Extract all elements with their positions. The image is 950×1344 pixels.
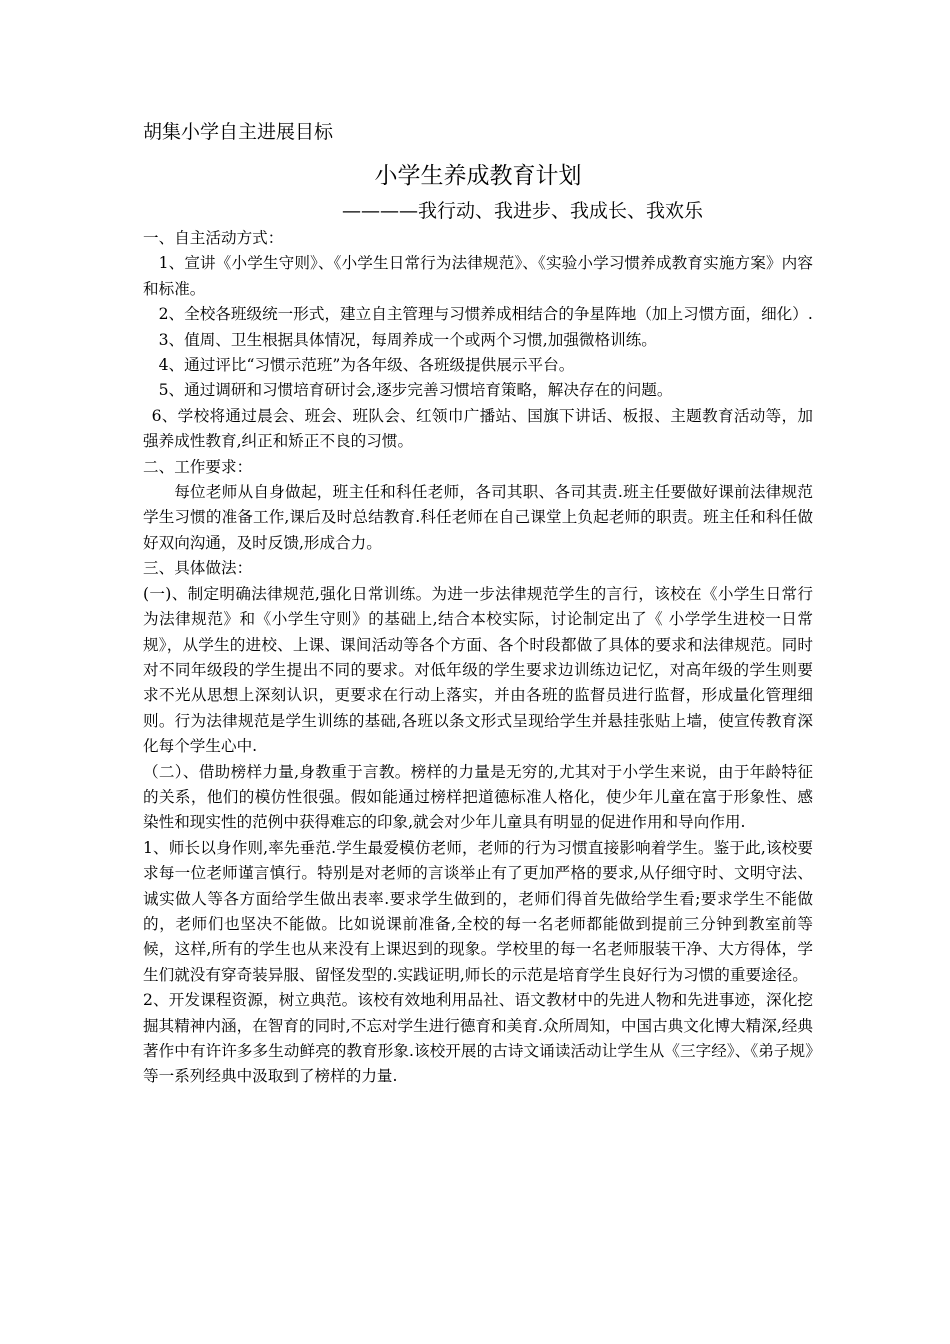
section-2-heading: 二、工作要求： — [143, 457, 253, 476]
section-1-item-5: 5、通过调研和习惯培育研讨会,逐步完善习惯培育策略，解决存在的问题。 — [158, 381, 673, 400]
document-subtitle: ————我行动、我进步、我成长、我欢乐 — [341, 200, 703, 222]
section-1-item-3: 3、值周、卫生根据具体情况，每周养成一个或两个习惯,加强微格训练。 — [158, 330, 657, 349]
document-page — [143, 118, 813, 1090]
section-1-heading: 一、自主活动方式： — [143, 229, 284, 247]
section-3-paragraph-3: 1、师长以身作则,率先垂范.学生最爱模仿老师，老师的行为习惯直接影响着学生。鉴于此,该校要求每一位老师谨言慎行。特别是对老师的言谈举止有了更加严格的要求,从仔细守时、文明守法、诚实做人等各方面给学生做出表率.要求学生做到的，老师们得首先做给学生看;要求学生不能做的，老师们也坚决不能做。比如说课前准备,全校的每一名老师都能做到提前三分钟到教室前等候，这样,所有的学生也从来没有上课迟到的现象。学校里的每一名老师服装干净、大方得体，学生们就没有穿奇装异服、留怪发型的.实践证明,师长的示范是培育学生良好行为习惯的重要途径。 — [143, 838, 813, 984]
section-3-paragraph-4: 2、开发课程资源，树立典范。该校有效地利用品社、语文教材中的先进人物和先进事迹，深化挖掘其精神内涵，在智育的同时,不忘对学生进行德育和美育.众所周知，中国古典文化博大精深,经典著作中有许许多多生动鲜亮的教育形象.该校开展的古诗文诵读活动让学生从《三字经》、《弟子规》等一系列经典中汲取到了榜样的力量. — [143, 991, 813, 1086]
document-title: 小学生养成教育计划 — [374, 163, 582, 189]
section-1-item-2: 2、全校各班级统一形式，建立自主管理与习惯养成相结合的争星阵地（加上习惯方面，细化）. — [158, 305, 813, 324]
section-1-item-4: 4、通过评比“习惯示范班”为各年级、各班级提供展示平台。 — [158, 356, 575, 375]
section-1-item-1: 1、宣讲《小学生守则》、《小学生日常行为法律规范》、《实验小学习惯养成教育实施方案》内容和标准。 — [143, 254, 813, 298]
section-3-paragraph-2: （二）、借助榜样力量,身教重于言教。榜样的力量是无穷的,尤其对于小学生来说，由于年龄特征的关系，他们的模仿性很强。假如能通过榜样把道德标准人格化，使少年儿童在富于形象性、感染性和现实性的范例中获得难忘的印象,就会对少年儿童具有明显的促进作用和导向作用. — [143, 762, 813, 832]
section-3-heading: 三、具体做法： — [143, 559, 253, 578]
section-2-paragraph: 每位老师从自身做起，班主任和科任老师，各司其职、各司其责.班主任要做好课前法律规范学生习惯的准备工作,课后及时总结教育.科任老师在自己课堂上负起老师的职责。班主任和科任做好双向沟通，及时反馈,形成合力。 — [143, 483, 813, 552]
section-3-paragraph-1: (一)、制定明确法律规范,强化日常训练。为进一步法律规范学生的言行，该校在《小学生日常行为法律规范》和《小学生守则》的基础上,结合本校实际，讨论制定出了《 小学学生进校一日常规》，从学生的进校、上课、课间活动等各个方面、各个时段都做了具体的要求和法律规范。同时对不同年级段的学生提出不同的要求。对低年级的学生要求边训练边记忆，对高年级的学生则要求不光从思想上深刻认识，更要求在行动上落实，并由各班的监督员进行监督，形成量化管理细则。行为法律规范是学生训练的基础,各班以条文形式呈现给学生并悬挂张贴上墙，使宣传教育深化每个学生心中. — [143, 584, 813, 756]
section-1-item-6: 6、学校将通过晨会、班会、班队会、红领巾广播站、国旗下讲话、板报、主题教育活动等，加强养成性教育,纠正和矫正不良的习惯。 — [143, 406, 813, 451]
school-header: 胡集小学自主进展目标 — [143, 121, 334, 143]
